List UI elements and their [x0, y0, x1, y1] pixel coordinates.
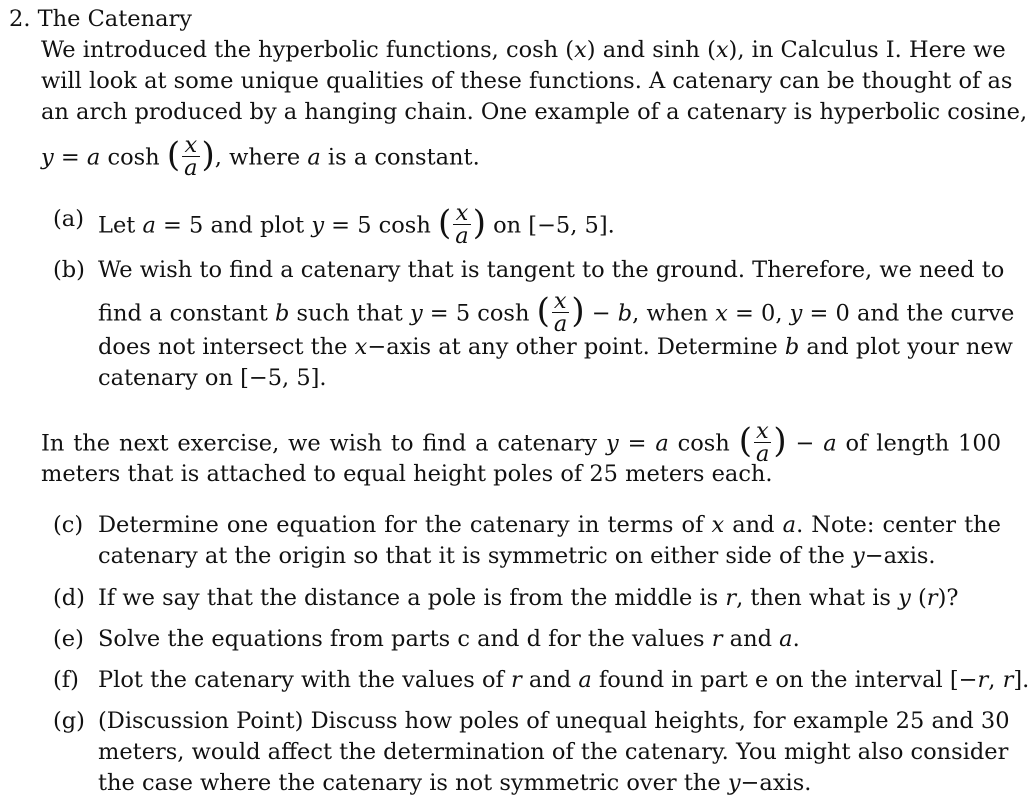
fraction-denominator: a — [455, 223, 469, 249]
part-text: the case where the catenary is not symmetric over the — [98, 770, 728, 796]
part-text: Let — [98, 212, 143, 239]
part-text: and — [521, 667, 579, 693]
math-var: y — [41, 144, 54, 171]
fraction — [552, 290, 569, 335]
math-var: x — [711, 512, 725, 538]
part-text: on [−5, 5]. — [485, 212, 615, 239]
math-var: r — [926, 585, 938, 611]
part-d-label: (d) — [53, 585, 85, 611]
math-func: cosh — [668, 430, 730, 457]
paren: ) — [201, 135, 215, 175]
fraction-denominator: a — [184, 155, 198, 181]
part-text: found in part e on the interval [− — [591, 667, 978, 693]
paren: ) — [472, 203, 486, 243]
intro-line-3: an arch produced by a hanging chain. One example of a catenary is hyperbolic cosine, — [41, 99, 1028, 125]
fraction-numerator: x — [182, 134, 199, 157]
part-text: = 5 and plot — [155, 212, 312, 239]
part-c-line-1 — [98, 510, 1001, 541]
part-text: catenary at the origin so that it is symmetric on either side of the — [98, 543, 853, 569]
part-c-line-2 — [98, 541, 936, 572]
part-f-text — [98, 665, 1029, 696]
part-b-label: (b) — [53, 257, 85, 283]
next-line-2: meters that is attached to equal height poles of 25 meters each. — [41, 461, 773, 487]
math-func: = 5 cosh — [422, 300, 530, 327]
fraction — [453, 202, 470, 247]
problem-title: The Catenary — [37, 6, 192, 32]
part-b-line-4: catenary on [−5, 5]. — [98, 365, 327, 391]
part-f-label: (f) — [53, 667, 79, 693]
intro-line-4 — [41, 132, 480, 181]
paren: ( — [738, 421, 752, 461]
math-var: r — [725, 585, 737, 611]
problem-number: 2. — [9, 6, 31, 32]
math-var: r — [1002, 667, 1014, 693]
math-var: y — [852, 543, 865, 569]
paren: ( — [166, 135, 181, 175]
math-func: cosh — [100, 144, 160, 171]
part-c-label: (c) — [53, 512, 84, 538]
intro-text: ), in Calculus I. Here we — [728, 37, 1006, 63]
part-text: . Note: center the — [796, 512, 1001, 538]
math-var: a — [307, 144, 321, 171]
paren: ( — [438, 203, 452, 243]
math-var: a — [782, 512, 797, 538]
part-b-line-1: We wish to find a catenary that is tangent to the ground. Therefore, we need to — [98, 257, 1005, 283]
math-var: a — [578, 667, 592, 693]
part-text: ( — [910, 585, 927, 611]
intro-text: We introduced the hyperbolic functions, cosh ( — [41, 37, 575, 63]
part-text: Determine one equation for the catenary in terms of — [98, 512, 712, 538]
intro-text: , where — [214, 144, 308, 171]
part-text: If we say that the distance a pole is from the middle is — [98, 585, 726, 611]
intro-text: is a constant. — [320, 144, 480, 171]
part-text: does not intersect the — [98, 334, 355, 360]
math-var: r — [977, 667, 989, 693]
part-text: )? — [937, 585, 959, 611]
part-g-line-3 — [98, 768, 811, 799]
part-text: , — [988, 667, 1003, 693]
math-var: x — [354, 334, 368, 360]
part-g-label: (g) — [53, 708, 85, 734]
part-text: and — [724, 512, 783, 538]
paren: ) — [773, 421, 787, 461]
part-g-line-1: (Discussion Point) Discuss how poles of unequal heights, for example 25 and 30 — [98, 708, 1010, 734]
math-op: − — [584, 300, 618, 327]
part-g-line-2: meters, would affect the determination of the catenary. You might also consider — [98, 739, 1009, 765]
problem-heading — [9, 4, 192, 35]
paren: ) — [571, 291, 585, 331]
math-var: x — [715, 37, 729, 63]
intro-text: ) and sinh ( — [586, 37, 716, 63]
part-text: −axis. — [740, 770, 812, 796]
math-var: b — [617, 300, 633, 327]
part-text: = 0, — [727, 300, 790, 327]
math-var: a — [779, 626, 793, 652]
fraction — [182, 134, 199, 179]
part-text: ]. — [1013, 667, 1029, 693]
math-op: = — [618, 430, 656, 457]
fraction-numerator: x — [552, 290, 569, 313]
part-text: = 0 and the curve — [802, 300, 1015, 327]
part-e-label: (e) — [53, 626, 84, 652]
fraction-denominator: a — [755, 441, 770, 467]
math-var: a — [142, 212, 156, 239]
math-func: = 5 cosh — [324, 212, 431, 239]
math-var: y — [789, 300, 803, 327]
math-op: = — [53, 144, 87, 171]
math-var: y — [898, 585, 911, 611]
math-var: y — [606, 430, 619, 457]
part-text: and — [722, 626, 780, 652]
math-var: x — [574, 37, 587, 63]
part-d-text — [98, 583, 958, 614]
math-var: a — [655, 430, 669, 457]
math-var: a — [86, 144, 101, 171]
para-text: of length 100 — [836, 430, 1002, 457]
math-var: r — [510, 667, 522, 693]
math-var: y — [727, 770, 741, 796]
part-text: find a constant — [98, 300, 275, 327]
math-var: y — [311, 212, 325, 239]
intro-line-2: will look at some unique qualities of these functions. A catenary can be thought of as — [41, 68, 1013, 94]
intro-line-1 — [41, 35, 1006, 66]
part-text: Plot the catenary with the values of — [98, 667, 511, 693]
part-text: such that — [289, 300, 410, 327]
part-e-text — [98, 624, 800, 655]
math-var: a — [823, 430, 837, 457]
part-text: and plot your new — [799, 334, 1013, 360]
fraction-numerator: x — [453, 202, 470, 225]
paren: ( — [536, 291, 550, 331]
part-text: . — [792, 626, 800, 652]
para-text: In the next exercise, we wish to find a catenary — [41, 430, 607, 457]
math-var: x — [715, 300, 728, 327]
part-text: −axis. — [864, 543, 936, 569]
part-b-line-3 — [98, 332, 1013, 363]
part-text: , then what is — [736, 585, 899, 611]
math-var: b — [784, 334, 800, 360]
math-var: r — [711, 626, 723, 652]
math-var: y — [409, 300, 423, 327]
math-op: − — [786, 430, 824, 457]
fraction-denominator: a — [553, 311, 568, 337]
math-var: b — [274, 300, 290, 327]
part-a-text — [98, 200, 615, 249]
part-text: , when — [632, 300, 716, 327]
part-text: Solve the equations from parts c and d for the values — [98, 626, 712, 652]
fraction-numerator: x — [754, 420, 771, 443]
part-b-line-2 — [98, 288, 1015, 337]
part-a-label: (a) — [53, 206, 84, 232]
part-text: −axis at any other point. Determine — [367, 334, 785, 360]
